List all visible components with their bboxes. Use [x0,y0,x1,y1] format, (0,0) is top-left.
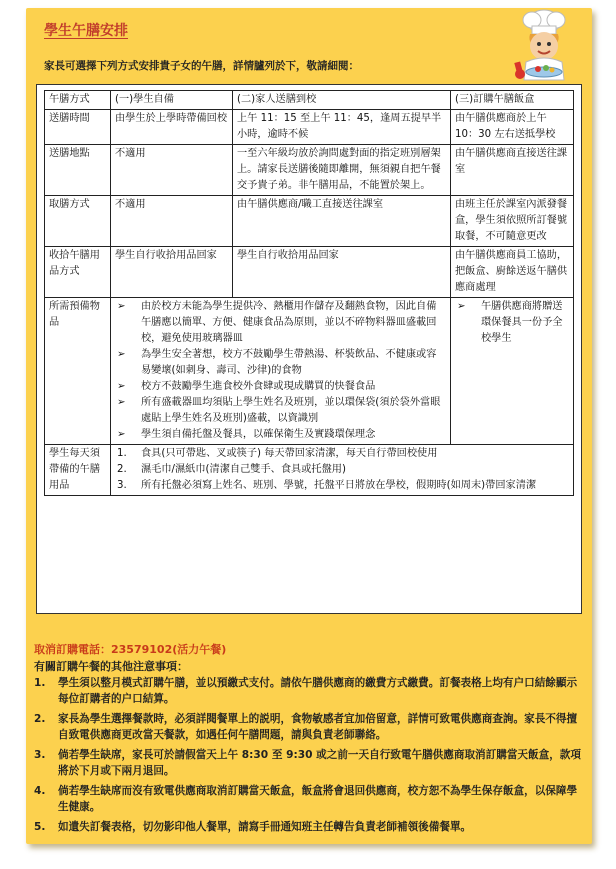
table-cell: 由午膳供應商/職工直接送往課室 [233,196,451,247]
table-cell: 不適用 [111,196,233,247]
table-cell: 由午膳供應商直接送往課室 [451,145,574,196]
table-header-cell: (一)學生自備 [111,91,233,110]
list-item: 1. 食具(只可帶匙、叉或筷子) 每天帶回家清潔，每天自行帶回校使用 [117,448,438,459]
table-header-row [45,91,574,110]
list-item: 3. 所有托盤必須寫上姓名、班別、學號，托盤平日將放在學校，假期時(如周末)帶回家清潔 [117,480,537,491]
prep-items-cell [111,298,451,445]
intro-text: 家長可選擇下列方式安排貴子女的午膳，詳情臚列於下，敬請細閱： [44,60,359,72]
page-title: 學生午膳安排 [44,23,128,39]
list-item: ➢ 所有盛載器皿均須貼上學生姓名及班別，並以環保袋(須於袋外當眼處貼上學生姓名及班別)盛載，以資識別 [117,397,441,424]
table-row-daily [45,445,574,496]
table-row [45,247,574,298]
list-item: ➢ 為學生安全著想，校方不鼓勵學生帶熱湯、杯裝飲品、不健康或容易變壞(如刺身、壽司、沙律)的食物 [117,349,437,376]
list-item: 4. 倘若學生缺席而沒有致電供應商取消訂購當天飯盒，飯盒將會退回供應商，校方恕不為學生保存飯盒，以保障學生健康。 [34,785,578,813]
table-cell: 由學生於上學時帶備回校 [111,110,233,145]
table-row [45,110,574,145]
row-label: 送膳時間 [45,110,111,145]
list-item: ➢ 由於校方未能為學生提供冷、熱櫃用作儲存及翻熱食物，因此自備午膳應以簡單、方便、健康食品為原則，並以不碎物料器皿盛載回校，避免使用玻璃器皿 [117,301,437,344]
list-item: 5. 如遺失訂餐表格，切勿影印他人餐單，請寫手冊通知班主任轉告負責老師補領後備餐單。 [34,821,472,833]
table-cell: 學生自行收拾用品回家 [233,247,451,298]
arrow-bullet-icon: ➢ [457,301,466,312]
table-cell: 一至六年級均放於詢問處對面的指定班別層架上。請家長送膳後隨即離開，無須親自把午餐交予貴子弟。非午膳用品，不能置於架上。 [233,145,451,196]
table-cell: 由午膳供應商於上午 10：30 左右送抵學校 [451,110,574,145]
arrow-bullet-icon: ➢ [117,429,126,440]
table-cell: 由午膳供應商員工協助，把飯盒、廚餘送返午膳供應商處理 [451,247,574,298]
list-item: ➢ 校方不鼓勵學生進食校外食肆或現成購買的快餐食品 [115,379,446,395]
arrow-bullet-icon: ➢ [117,349,126,360]
table-row-prep [45,298,574,445]
table-cell: 學生自行收拾用品回家 [111,247,233,298]
list-item: 2. 濕毛巾/濕紙巾(清潔自己雙手、食具或托盤用) [117,464,346,475]
list-item: ➢ 學生須自備托盤及餐具，以確保衛生及實踐環保理念 [115,427,446,443]
arrangement-table [44,90,574,496]
chef-boy-illustration [508,4,580,82]
arrow-bullet-icon: ➢ [117,397,126,408]
row-label: 送膳地點 [45,145,111,196]
arrow-bullet-icon: ➢ [117,301,126,312]
arrow-bullet-icon: ➢ [117,381,126,392]
prep-c3-cell [451,298,574,445]
table-row [45,145,574,196]
list-item: 1. 學生須以整月模式訂購午膳，並以預繳式支付。請依午膳供應商的繳費方式繳費。訂餐表格上均有户口結餘顯示每位訂購者的户口結算。 [34,677,578,705]
table-row [45,196,574,247]
table-header-cell: (三)訂購午膳飯盒 [451,91,574,110]
list-item: 3. 倘若學生缺席，家長可於請假當天上午 8:30 至 9:30 或之前一天自行致電午膳供應商取消訂購當天飯盒，款項將於下月或下兩月退回。 [34,749,581,777]
row-label: 收拾午膳用品方式 [45,247,111,298]
notes-list [34,675,582,839]
table-header-cell: 午膳方式 [45,91,111,110]
table-cell: 不適用 [111,145,233,196]
row-label: 取膳方式 [45,196,111,247]
list-item: ➢ 午膳供應商將贈送環保餐具一份予全校學生 [457,301,563,344]
list-item: 2. 家長為學生選擇餐款時，必須詳閱餐單上的説明，食物敏感者宜加倍留意，詳情可致電供應商查詢。家長不得擅自致電供應商更改當天餐款，如遇任何午膳問題，請與負責老師聯絡。 [34,713,578,741]
row-label: 學生每天須帶備的午膳用品 [45,445,111,496]
table-cell: 上午 11：15 至上午 11：45，逢周五提早半小時，逾時不候 [233,110,451,145]
row-label: 所需預備物品 [45,298,111,445]
arrangement-table-box [36,84,582,614]
daily-items-cell [111,445,574,496]
table-header-cell: (二)家人送膳到校 [233,91,451,110]
notes-heading: 有關訂購午餐的其他注意事項： [34,660,188,673]
cancel-hotline: 取消訂購電話：23579102(活力午餐) [34,643,227,656]
table-cell: 由班主任於課室內派發餐盒，學生須依照所訂餐號取餐，不可隨意更改 [451,196,574,247]
